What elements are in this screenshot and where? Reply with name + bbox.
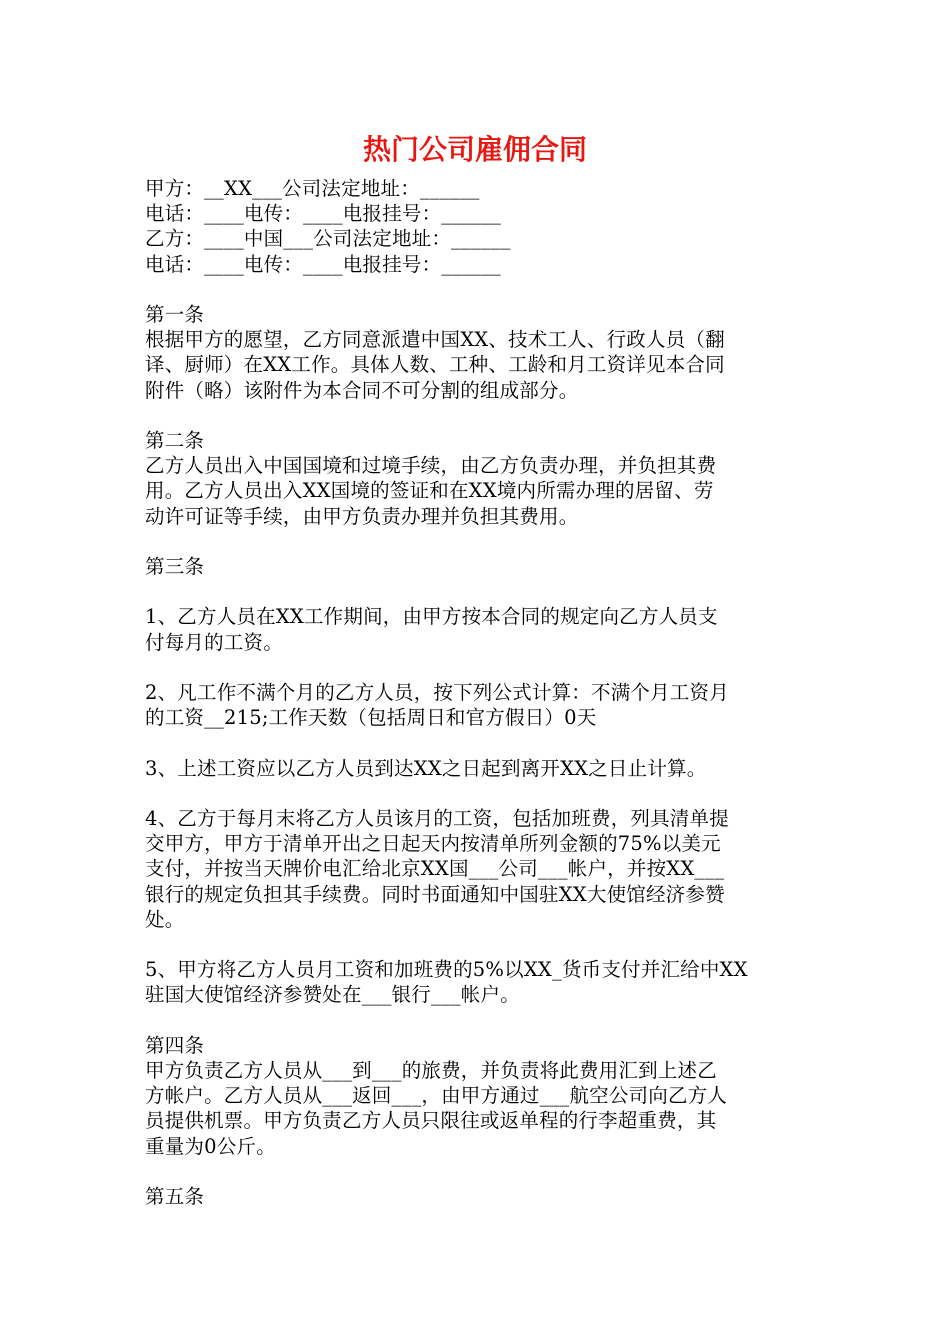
clause-line: 的工资__215;工作天数（包括周日和官方假日）0天 [145,706,597,730]
clause-line: 4、乙方于每月末将乙方人员该月的工资，包括加班费，列具清单提 [145,806,729,830]
article-4 [145,1033,815,1159]
document-title: 热门公司雇佣合同 [362,133,587,166]
article-heading: 第一条 [145,303,205,326]
paragraph-line: 方帐户。乙方人员从___返回___，由甲方通过___航空公司向乙方人 [145,1084,728,1108]
clause-line: 支付，并按当天牌价电汇给北京XX国___公司___帐户，并按XX___ [145,857,725,881]
article-heading: 第四条 [145,1033,205,1057]
party-b-line: 乙方：____中国___公司法定地址：______ [145,227,511,251]
clause-line: 付每月的工资。 [145,630,283,654]
article-3 [145,554,815,1008]
clause-line: 1、乙方人员在XX工作期间，由甲方按本合同的规定向乙方人员支 [145,605,718,629]
paragraph-line: 用。乙方人员出入XX国境的签证和在XX境内所需办理的居留、劳 [145,479,714,503]
paragraph-line: 员提供机票。甲方负责乙方人员只限往或返单程的行李超重费，其 [145,1109,717,1133]
article-2 [145,428,815,529]
paragraph-line: 附件（略）该附件为本合同不可分割的组成部分。 [145,378,579,402]
paragraph-line: 译、厨师）在XX工作。具体人数、工种、工龄和月工资详见本合同 [145,353,725,377]
party-a-contact-line: 电话：____电传：____电报挂号：______ [145,202,502,226]
paragraph-line: 重量为0公斤。 [145,1134,276,1158]
party-b-contact-line: 电话：____电传：____电报挂号：______ [145,252,502,276]
clause-line: 银行的规定负担其手续费。同时书面通知中国驻XX大使馆经济参赞 [145,882,725,906]
article-heading: 第五条 [145,1184,205,1208]
clause-line: 处。 [145,907,185,931]
paragraph-line: 甲方负责乙方人员从___到___的旅费，并负责将此费用汇到上述乙 [145,1058,717,1082]
article-1 [145,302,815,403]
clause-line: 5、甲方将乙方人员月工资和加班费的5%以XX_货币支付并汇给中XX [145,958,748,982]
paragraph-line: 根据甲方的愿望，乙方同意派遣中国XX、技术工人、行政人员（翻 [145,328,725,352]
clause-line: 2、凡工作不满个月的乙方人员，按下列公式计算：不满个月工资月 [145,680,729,704]
article-5 [145,1184,815,1209]
clause-line: 交甲方，甲方于清单开出之日起天内按清单所列金额的75%以美元 [145,832,721,856]
paragraph-line: 乙方人员出入中国国境和过境手续，由乙方负责办理，并负担其费 [145,454,717,478]
article-heading: 第三条 [145,555,205,578]
paragraph-line: 动许可证等手续，由甲方负责办理并负担其费用。 [145,504,579,528]
party-a-line: 甲方：__XX___公司法定地址：______ [145,177,480,200]
article-heading: 第二条 [145,429,205,452]
clause-line: 驻国大使馆经济参赞处在___银行___帐户。 [145,983,520,1007]
clause-line: 3、上述工资应以乙方人员到达XX之日起到离开XX之日止计算。 [145,756,707,780]
document-body [145,176,815,1209]
party-info [145,176,815,277]
